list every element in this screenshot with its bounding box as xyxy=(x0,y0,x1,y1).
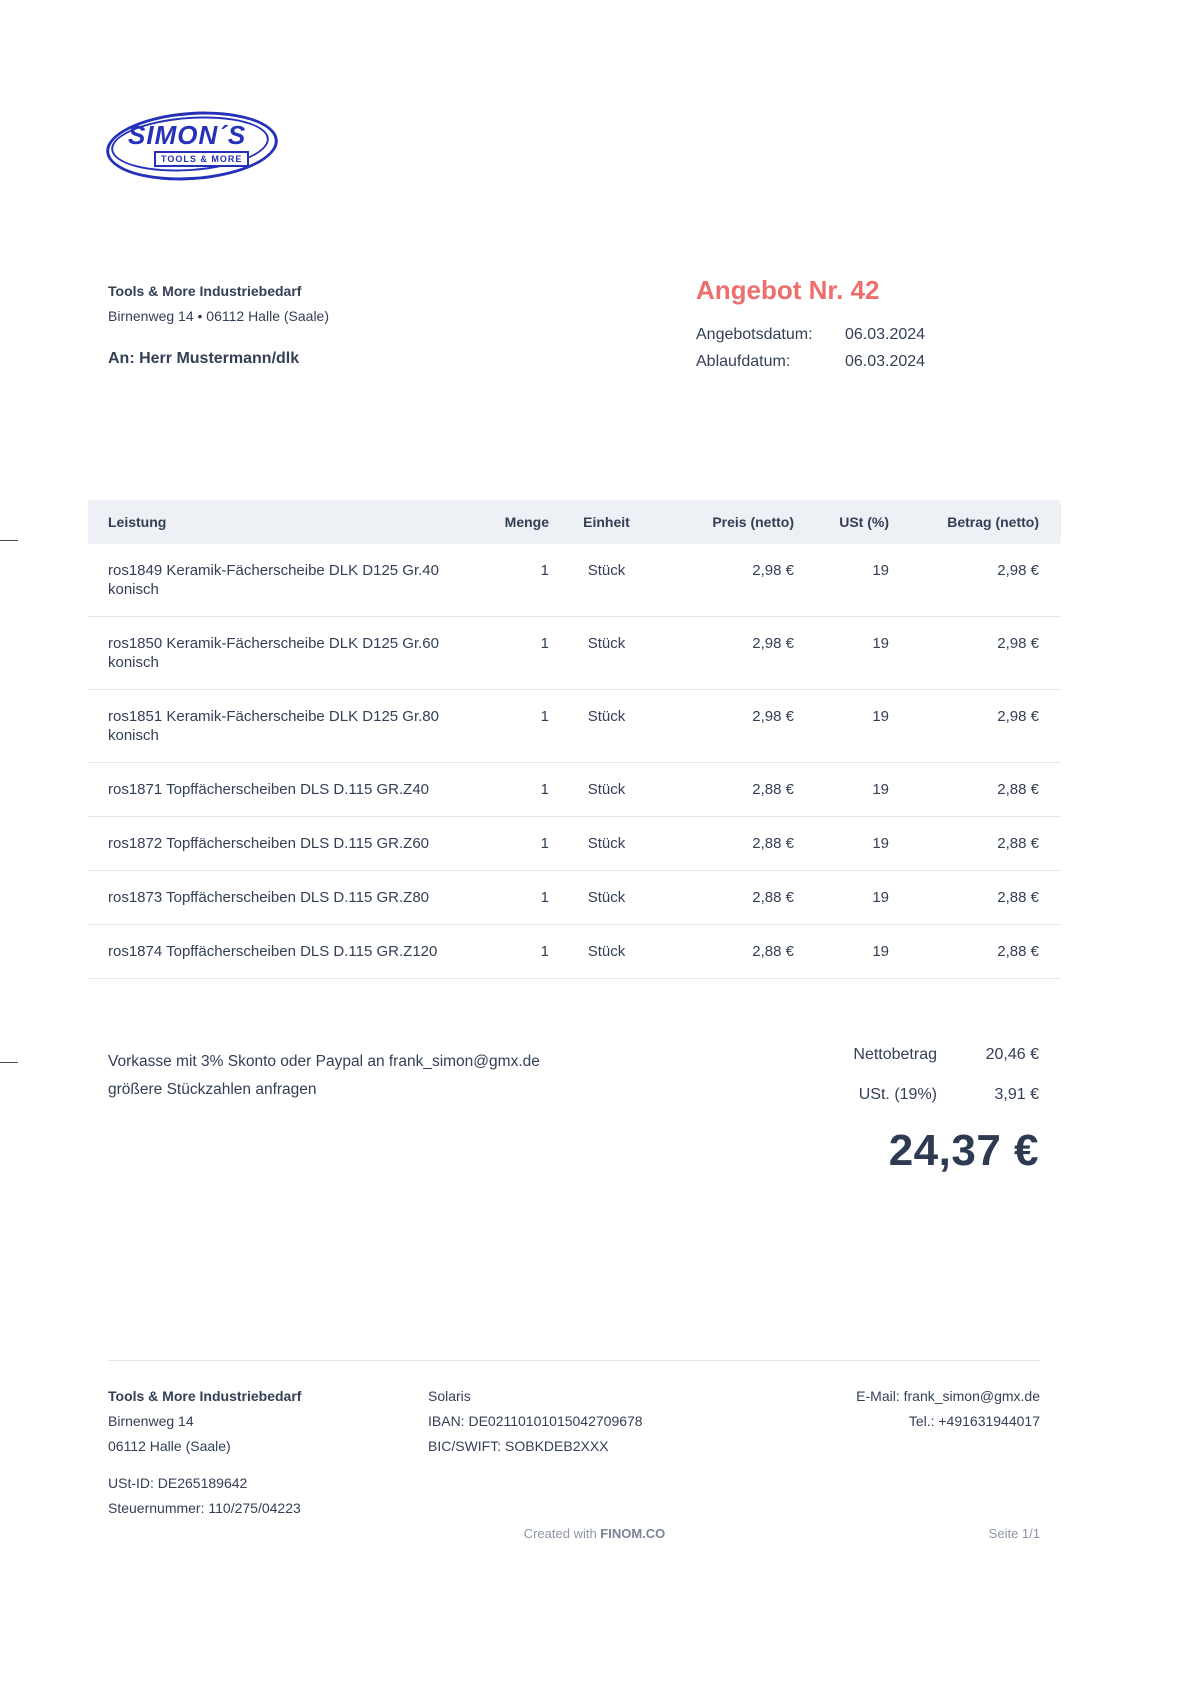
cell-preis: 2,88 € xyxy=(752,781,794,798)
company-logo xyxy=(106,110,278,180)
expiry-date-row xyxy=(696,353,1041,371)
footer-email: E-Mail: frank_simon@gmx.de xyxy=(856,1388,1040,1404)
cell-einheit: Stück xyxy=(587,562,626,579)
table-row xyxy=(88,690,1061,763)
footer-tax-number: Steuernummer: 110/275/04223 xyxy=(108,1500,301,1516)
payment-notes xyxy=(108,1048,668,1104)
footer-address-line2: 06112 Halle (Saale) xyxy=(108,1438,231,1454)
cell-preis: 2,88 € xyxy=(752,943,794,960)
column-header-leistung: Leistung xyxy=(108,514,167,530)
column-header-preis: Preis (netto) xyxy=(712,514,794,530)
cell-ust: 19 xyxy=(872,562,889,579)
cell-leistung: ros1850 Keramik-Fächerscheibe DLK D125 Gr.60 konisch xyxy=(108,635,439,671)
footer-contact-column xyxy=(788,1388,1040,1525)
footer-address-line1: Birnenweg 14 xyxy=(108,1413,194,1429)
footer-company-name: Tools & More Industriebedarf xyxy=(108,1388,302,1404)
cell-preis: 2,98 € xyxy=(752,635,794,652)
table-row xyxy=(88,925,1061,979)
table-row xyxy=(88,817,1061,871)
column-header-menge: Menge xyxy=(504,514,549,530)
cell-betrag: 2,98 € xyxy=(997,562,1039,579)
cell-leistung: ros1874 Topffächerscheiben DLS D.115 GR.Z120 xyxy=(108,943,438,960)
cell-ust: 19 xyxy=(872,781,889,798)
cell-menge: 1 xyxy=(540,708,549,725)
cell-einheit: Stück xyxy=(587,889,626,906)
offer-block xyxy=(696,275,1041,380)
totals-block xyxy=(853,1046,1039,1176)
footer-iban: IBAN: DE02110101015042709678 xyxy=(428,1413,643,1429)
offer-dates xyxy=(696,326,1041,371)
sender-company-name: Tools & More Industriebedarf xyxy=(108,283,302,299)
sender-address: Birnenweg 14 • 06112 Halle (Saale) xyxy=(108,308,329,324)
cell-preis: 2,98 € xyxy=(752,708,794,725)
cell-menge: 1 xyxy=(540,562,549,579)
column-header-betrag: Betrag (netto) xyxy=(947,514,1039,530)
cell-betrag: 2,88 € xyxy=(997,835,1039,852)
expiry-date-value: 06.03.2024 xyxy=(845,353,926,370)
cell-einheit: Stück xyxy=(587,943,626,960)
cell-einheit: Stück xyxy=(587,835,626,852)
created-with-brand: FINOM.CO xyxy=(600,1526,666,1541)
offer-title: Angebot Nr. 42 xyxy=(696,275,880,305)
footer-divider xyxy=(108,1360,1040,1361)
footer-bank-name: Solaris xyxy=(428,1388,471,1404)
logo-wordmark: SIMON´S xyxy=(128,120,247,150)
cell-leistung: ros1873 Topffächerscheiben DLS D.115 GR.Z80 xyxy=(108,889,430,906)
table-row xyxy=(88,871,1061,925)
items-table xyxy=(88,500,1061,979)
logo-tagline: TOOLS & MORE xyxy=(154,151,249,167)
column-header-einheit: Einheit xyxy=(583,514,630,530)
table-row xyxy=(88,763,1061,817)
cell-betrag: 2,88 € xyxy=(997,889,1039,906)
table-row xyxy=(88,617,1061,690)
footer-bic: BIC/SWIFT: SOBKDEB2XXX xyxy=(428,1438,609,1454)
payment-note-line2: größere Stückzahlen anfragen xyxy=(108,1081,317,1098)
cell-menge: 1 xyxy=(540,943,549,960)
table-body xyxy=(88,544,1061,979)
cell-ust: 19 xyxy=(872,943,889,960)
footer-gap xyxy=(108,1463,428,1475)
payment-note-line1: Vorkasse mit 3% Skonto oder Paypal an frank_simon@gmx.de xyxy=(108,1053,540,1070)
fold-mark-top xyxy=(0,540,18,541)
cell-preis: 2,88 € xyxy=(752,889,794,906)
cell-leistung: ros1851 Keramik-Fächerscheibe DLK D125 Gr.80 konisch xyxy=(108,708,439,744)
footer-vat-id: USt-ID: DE265189642 xyxy=(108,1475,248,1491)
cell-menge: 1 xyxy=(540,889,549,906)
vat-total-label: USt. (19%) xyxy=(858,1086,937,1103)
cell-menge: 1 xyxy=(540,635,549,652)
cell-ust: 19 xyxy=(872,835,889,852)
cell-leistung: ros1872 Topffächerscheiben DLS D.115 GR.Z60 xyxy=(108,835,430,852)
sender-block xyxy=(108,283,329,368)
created-with-text: Created with xyxy=(523,1526,601,1541)
net-total-value: 20,46 € xyxy=(985,1046,1039,1063)
footer xyxy=(108,1388,1040,1525)
cell-menge: 1 xyxy=(540,835,549,852)
net-total-label: Nettobetrag xyxy=(853,1046,937,1063)
cell-preis: 2,88 € xyxy=(752,835,794,852)
vat-total-row xyxy=(853,1086,1039,1104)
cell-leistung: ros1871 Topffächerscheiben DLS D.115 GR.Z40 xyxy=(108,781,430,798)
recipient-line: An: Herr Mustermann/dlk xyxy=(108,350,300,367)
table-row xyxy=(88,544,1061,617)
cell-einheit: Stück xyxy=(587,635,626,652)
cell-leistung: ros1849 Keramik-Fächerscheibe DLK D125 Gr.40 konisch xyxy=(108,562,439,598)
footer-company-column xyxy=(108,1388,428,1525)
offer-date-row xyxy=(696,326,1041,344)
cell-menge: 1 xyxy=(540,781,549,798)
cell-ust: 19 xyxy=(872,889,889,906)
fold-mark-bottom xyxy=(0,1062,18,1063)
expiry-date-label: Ablaufdatum: xyxy=(696,353,791,370)
cell-einheit: Stück xyxy=(587,781,626,798)
offer-date-value: 06.03.2024 xyxy=(845,326,926,343)
cell-ust: 19 xyxy=(872,708,889,725)
net-total-row xyxy=(853,1046,1039,1064)
vat-total-value: 3,91 € xyxy=(994,1086,1039,1103)
cell-betrag: 2,98 € xyxy=(997,708,1039,725)
page-number: Seite 1/1 xyxy=(988,1526,1040,1541)
grand-total-value: 24,37 € xyxy=(888,1126,1039,1175)
cell-ust: 19 xyxy=(872,635,889,652)
cell-betrag: 2,98 € xyxy=(997,635,1039,652)
cell-betrag: 2,88 € xyxy=(997,781,1039,798)
footer-phone: Tel.: +491631944017 xyxy=(908,1413,1040,1429)
cell-einheit: Stück xyxy=(587,708,626,725)
table-header-row xyxy=(88,500,1061,544)
cell-preis: 2,98 € xyxy=(752,562,794,579)
cell-betrag: 2,88 € xyxy=(997,943,1039,960)
footer-bank-column xyxy=(428,1388,788,1525)
offer-date-label: Angebotsdatum: xyxy=(696,326,813,343)
column-header-ust: USt (%) xyxy=(839,514,889,530)
